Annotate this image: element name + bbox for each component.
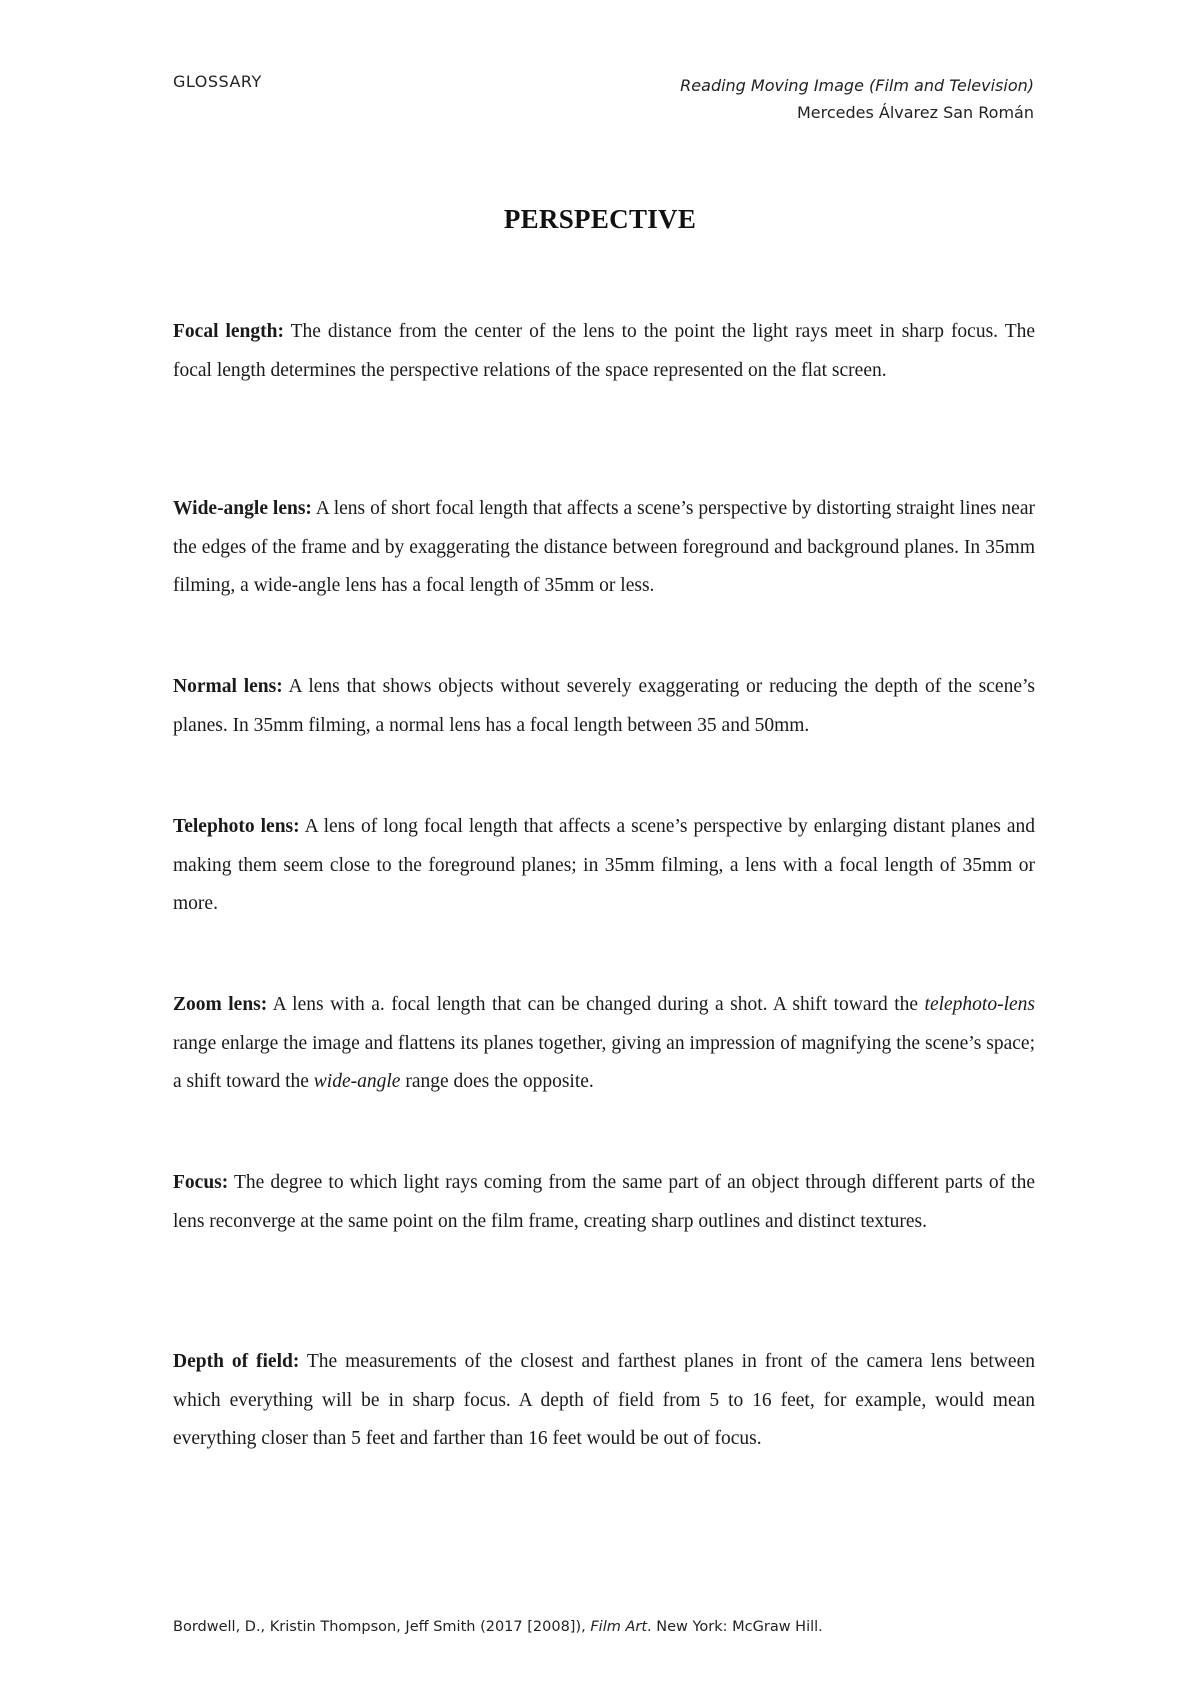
glossary-definition: The degree to which light rays coming from the same part of an object through different parts of the lens reconverge at the same point on the film frame, creating sharp outlines and distinct textures. <box>173 1172 1035 1232</box>
glossary-entry-depth-of-field <box>173 1343 1035 1459</box>
glossary-emphasis: wide-angle <box>313 1071 401 1092</box>
glossary-term: Depth of field: <box>173 1351 300 1372</box>
glossary-definition: A lens of short focal length that affects a scene’s perspective by distorting straight lines near the edges of the frame and by exaggerating the distance between foreground and background planes. In 35mm filming, a wide-angle lens has a focal length of 35mm or less. <box>173 498 1035 596</box>
glossary-entry-focal-length <box>173 313 1035 390</box>
glossary-entry-zoom-lens <box>173 986 1035 1102</box>
header-course-info <box>680 72 1034 126</box>
glossary-entry-normal-lens <box>173 668 1035 745</box>
glossary-term: Telephoto lens: <box>173 816 300 837</box>
glossary-definition: A lens of long focal length that affects a scene’s perspective by enlarging distant planes and making them seem close to the foreground planes; in 35mm filming, a lens with a focal length of 35mm or more. <box>173 816 1035 914</box>
header-section-label: GLOSSARY <box>173 72 262 91</box>
glossary-term: Focus: <box>173 1172 229 1193</box>
header-course-title: Reading Moving Image (Film and Television) <box>680 76 1034 95</box>
glossary-term: Wide-angle lens: <box>173 498 312 519</box>
citation-authors: Bordwell, D., Kristin Thompson, Jeff Smith (2017 [2008]), <box>173 1619 591 1635</box>
glossary-emphasis: telephoto-lens <box>924 994 1035 1015</box>
glossary-term: Zoom lens: <box>173 994 268 1015</box>
glossary-definition-part: A lens with a. focal length that can be changed during a shot. A shift toward the <box>267 994 925 1015</box>
glossary-term: Normal lens: <box>173 676 283 697</box>
glossary-definition-part: range does the opposite. <box>400 1071 594 1092</box>
citation-publisher: . New York: McGraw Hill. <box>647 1619 823 1635</box>
glossary-definition: A lens that shows objects without severely exaggerating or reducing the depth of the scene’s planes. In 35mm filming, a normal lens has a focal length between 35 and 50mm. <box>173 676 1035 736</box>
glossary-term: Focal length: <box>173 321 284 342</box>
header-author: Mercedes Álvarez San Román <box>796 103 1034 122</box>
glossary-definition: The distance from the center of the lens to the point the light rays meet in sharp focus. The focal length determines the perspective relations of the space represented on the flat screen. <box>173 321 1036 381</box>
page-title: PERSPECTIVE <box>503 204 697 234</box>
glossary-entry-telephoto-lens <box>173 808 1035 924</box>
footer-citation <box>173 1619 823 1635</box>
glossary-entry-wide-angle-lens <box>173 490 1035 606</box>
glossary-definition: The measurements of the closest and farthest planes in front of the camera lens between which everything will be in sharp focus. A depth of field from 5 to 16 feet, for example, would mean everything closer than 5 feet and farther than 16 feet would be out of focus. <box>173 1351 1035 1449</box>
citation-book-title: Film Art <box>590 1619 648 1635</box>
glossary-entry-focus <box>173 1164 1035 1241</box>
glossary-definition-part: range enlarge the image and flattens its planes together, giving an impression of magnifying the scene’s space; a shift toward the <box>173 1032 1035 1092</box>
